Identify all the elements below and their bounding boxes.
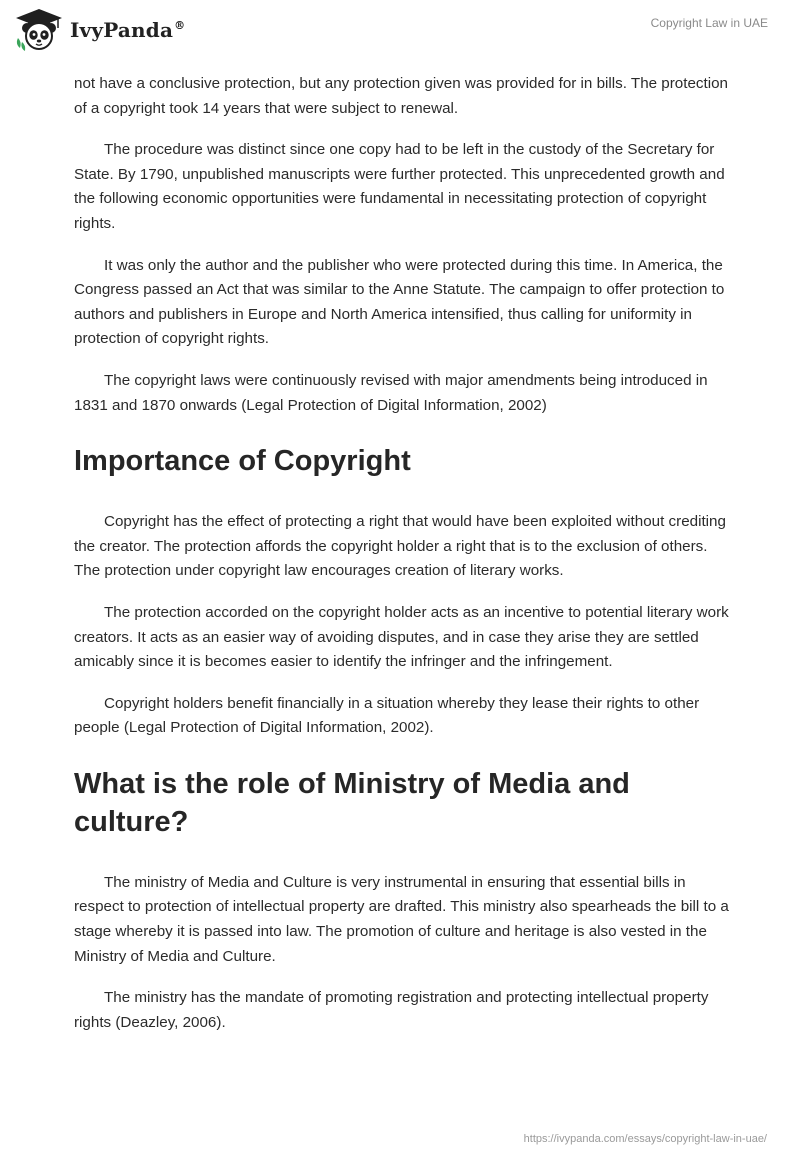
document-title: Copyright Law in UAE [650,16,768,30]
brand-name: IvyPanda® [70,18,186,42]
paragraph: The ministry of Media and Culture is very instrumental in ensuring that essential bills in respect to protection of intellectual property are drafted. This ministry also spearheads the bill to a stage whereby it is passed into law. The promotion of culture and heritage is also vested in the Ministry of Media and Culture. [74,873,729,965]
paragraph: not have a conclusive protection, but any protection given was provided for in bills. The protection of a copyright took 14 years that were subject to renewal. [74,75,729,117]
paragraph: The copyright laws were continuously revised with major amendments being introduced in 1831 and 1870 onwards (Legal Protection of Digital Information, 2002) [74,371,708,414]
essay-body [74,72,734,1052]
panda-graduate-icon [14,8,64,52]
paragraph: The protection accorded on the copyright holder acts as an incentive to potential literary work creators. It acts as an easier way of avoiding disputes, and in case they arise they are settled amicably since it is becomes easier to identify the infringer and the infringement. [74,603,729,671]
paragraph: Copyright holders benefit financially in a situation whereby they lease their rights to other people (Legal Protection of Digital Information, 2002). [74,694,700,737]
section-heading-importance: Importance of Copyright [74,445,411,478]
paragraph: Copyright has the effect of protecting a right that would have been exploited without crediting the creator. The protection affords the copyright holder a right that is to the exclusion of others. The protection under copyright law encourages creation of literary works. [74,513,726,580]
paragraph: The procedure was distinct since one copy had to be left in the custody of the Secretary for State. By 1790, unpublished manuscripts were further protected. This unprecedented growth and the following economic opportunities were fundamental in necessitating protection of copyright rights. [74,141,725,232]
ivypanda-logo[interactable] [14,8,185,52]
paragraph: It was only the author and the publisher who were protected during this time. In America, the Congress passed an Act that was similar to the Anne Statute. The campaign to offer protection to authors and publishers in Europe and North America intensified, thus calling for uniformity in protection of copyright rights. [74,256,725,348]
registered-mark: ® [174,19,186,33]
paragraph: The ministry has the mandate of promoting registration and protecting intellectual property rights (Deazley, 2006). [74,989,709,1031]
page-header [0,0,800,62]
source-url[interactable]: https://ivypanda.com/essays/copyright-law-in-uae/ [523,1133,767,1145]
section-heading-ministry-role: What is the role of Ministry of Media and culture? [74,767,630,838]
